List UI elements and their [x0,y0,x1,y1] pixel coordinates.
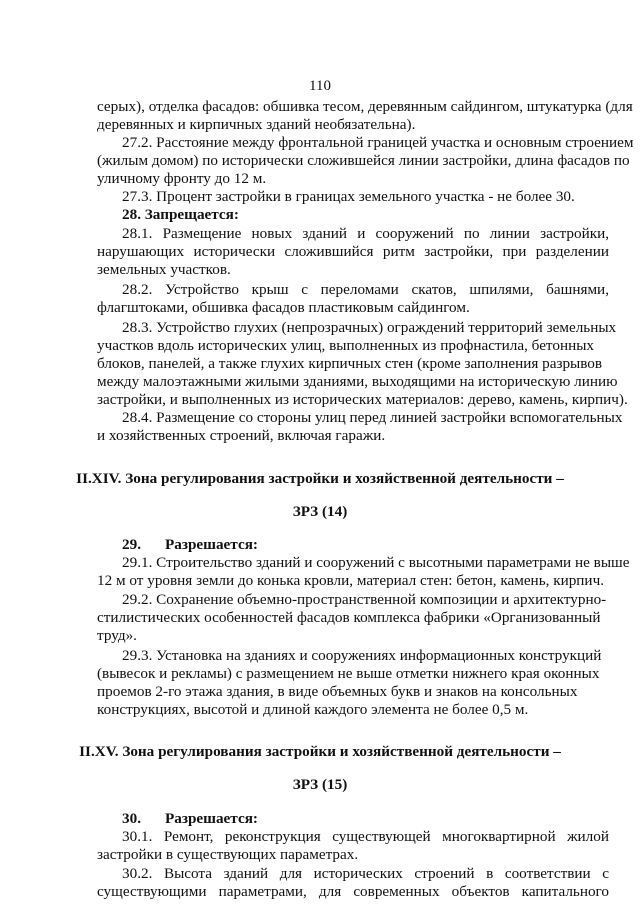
text-line: стилистических особенностей фасадов комплекса фабрики «Организованный [97,609,601,626]
text-line: застройки в существующих параметрах. [97,846,359,863]
text-line: 29.1. Строительство зданий и сооружений с высотными параметрами не выше [122,554,630,571]
clause-title: Разрешается: [164,810,258,827]
section-heading: II.XIV. Зона регулирования застройки и хозяйственной деятельности – [76,470,564,487]
text-line: нарушающих исторически сложившийся ритм застройки, при разделении [97,243,609,260]
text-line: 28.4. Размещение со стороны улиц перед линией застройки вспомогательных [122,409,623,426]
text-line: 29.2. Сохранение объемно-пространственной композиции и архитектурно- [122,591,607,608]
text-line: 29.3. Установка на зданиях и сооружениях информационных конструкций [122,647,602,664]
text-line: проемов 2-го этажа здания, в виде объемных букв и знаков на консольных [97,683,578,700]
text-line: конструкциях, высотой и длиной каждого элемента не более 0,5 м. [97,701,529,718]
section-heading-code: ЗРЗ (14) [292,503,348,520]
text-line: (вывесок и рекламы) с размещением не выше отметки нижнего края оконных [97,665,600,682]
clause-number: 29. [122,536,141,553]
text-line: труд». [97,627,137,644]
text-line: 12 м от уровня земли до конька кровли, материал стен: бетон, камень, кирпич. [97,572,604,589]
text-line: 30.1. Ремонт, реконструкция существующей многоквартирной жилой [122,828,609,845]
text-line: 27.2. Расстояние между фронтальной границей участка и основным строением [122,134,634,151]
text-line: между малоэтажными жилыми зданиями, выходящими на историческую линию [97,373,618,390]
text-line: 30.2. Высота зданий для исторических строений в соответствии с [122,865,609,882]
page-number: 110 [309,78,331,94]
text-line: флагштоками, обшивка фасадов пластиковым сайдингом. [97,299,470,316]
text-line: застройки, и выполненных из исторических материалов: дерево, камень, кирпич). [97,391,628,408]
text-line: (жилым домом) по исторически сложившейся линии застройки, длина фасадов по [97,152,630,169]
clause-heading-29 [122,536,609,554]
section-heading-code: ЗРЗ (15) [292,776,348,793]
text-line: серых), отделка фасадов: обшивка тесом, деревянным сайдингом, штукатурка (для [97,98,633,115]
clause-heading-30 [122,810,609,828]
clause-heading-28: 28. Запрещается: [122,206,239,223]
text-line: деревянных и кирпичных зданий необязательна). [97,116,416,133]
text-line: 27.3. Процент застройки в границах земельного участка - не более 30. [122,188,575,205]
text-line: участков вдоль исторических улиц, выполненных из профнастила, бетонных [97,337,595,354]
text-line: 28.2. Устройство крыш с переломами скатов, шпилями, башнями, [122,281,609,298]
clause-number: 30. [122,810,141,827]
text-line: существующими параметрами, для современных объектов капитального [97,883,609,900]
text-line: уличному фронту до 12 м. [97,170,267,187]
text-line: 28.1. Размещение новых зданий и сооружений по линии застройки, [122,225,609,242]
section-heading: II.XV. Зона регулирования застройки и хозяйственной деятельности – [79,743,561,760]
text-line: и хозяйственных строений, включая гаражи. [97,427,386,444]
text-line: блоков, панелей, а также глухих кирпичных стен (кроме заполнения разрывов [97,355,603,372]
text-line: 28.3. Устройство глухих (непрозрачных) ограждений территорий земельных [122,319,617,336]
clause-title: Разрешается: [164,536,258,553]
text-line: земельных участков. [97,261,231,278]
